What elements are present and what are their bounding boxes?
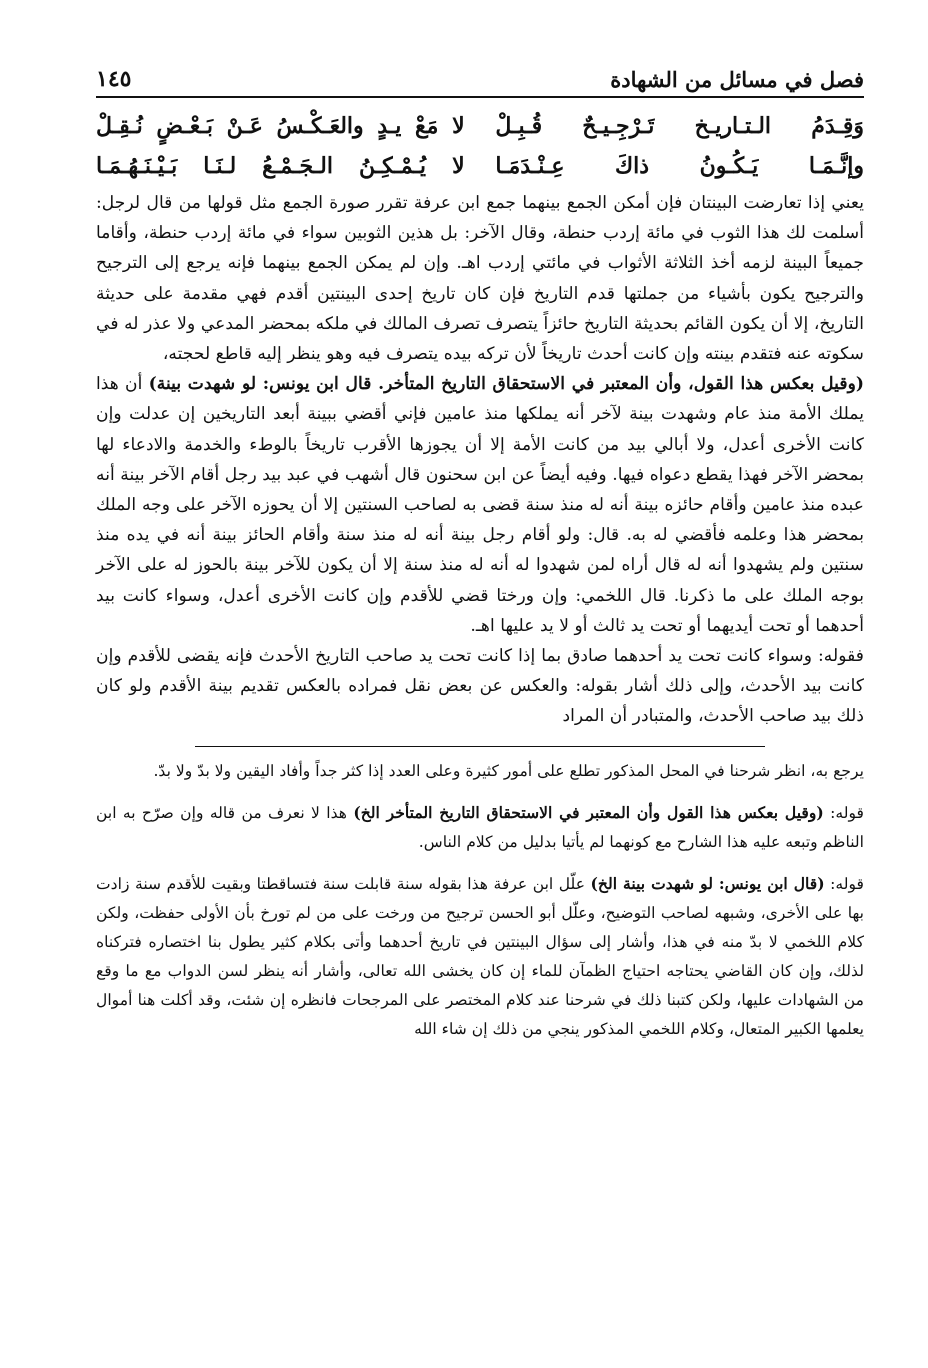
footnotes: [96, 757, 864, 1044]
verse-hemistich: لا مَعْ يـدٍ والعَـكْـسُ عَـنْ بَـعْـضٍ نُـقِـلْ: [96, 113, 465, 139]
verse-hemistich: لا يُـمْـكِـنُ الـجَـمْـعُ لـنَـا بَـيْـنَـهُـمَـا: [96, 153, 465, 179]
paragraph: فقوله: وسواء كانت تحت يد أحدهما صادق بما إذا كانت تحت يد صاحب التاريخ الأحدث فإنه يقضى للأقدم وإن كانت بيد الأحدث، وإلى ذلك أشار بقوله: والعكس عن بعض نقل فمراده بالعكس تقديم بينة الأقدم ولو كان ذلك بيد صاحب الأحدث، والمتبادر أن المراد: [96, 646, 864, 727]
verse-block: [96, 106, 864, 186]
footnote-quote: (وقيل بعكس هذا القول وأن المعتبر في الاستحقاق التاريخ المتأخر الخ): [353, 802, 824, 822]
footnote-divider: [195, 746, 765, 747]
paragraph-text: أن هذا يملك الأمة منذ عام وشهدت بينة لآخر أنه يملكها منذ عامين فإني أقضي ببينة أبعد التاريخين إن عدلت وإن كانت الأخرى أعدل، ولا أبالي بيد من كانت الأمة إلا أن يجوزها الأقرب تاريخاً بالوطء والخدمة والادعاء لها بمحضر الآخر فهذا يقطع دعواه فيها. وفيه أيضاً عن ابن سحنون قال أشهب في عبد بيد رجل أقام الآخر بينة أنه عبده منذ عامين وأقام حائزه بينة أنه له منذ سنة قضى به لصاحب السنتين إلا أن يحوزه الآخر على وجه الملك بمحضر هذا وعلمه فأقضي له به. قال: ولو أقام رجل بينة أنه له منذ سنة وأقام الحائز بينة أنه في يده منذ سنتين ولم يشهدوا أنه له قال أراه لمن شهدوا له أنه له منذ سنة إلا أن يكون للآخر بينة بالحوز له على الآخر بوجه الملك على ما ذكرنا. قال اللخمي: وإن ورختا قضي للأقدم وإن كانت الأخرى أعدل، وسواء كانت بيد أحدهما أو تحت أيديهما أو تحت يد ثالث أو لا يد عليها اهـ.: [96, 374, 864, 636]
footnote: [96, 798, 864, 857]
page-number: ١٤٥: [96, 66, 132, 92]
footnote-prefix: قوله:: [824, 874, 864, 893]
document-page: [96, 56, 864, 1056]
verse-hemistich: وإنَّـمَـا يَـكُـونُ ذاكَ عِـنْـدَمَـا: [495, 153, 864, 179]
footnote-text: علّل ابن عرفة هذا بقوله سنة قابلت سنة فتساقطتا وبقيت للأقدم سنة زادت بها على الأخرى، وشبهه لصاحب التوضيح، وعلّل أبو الحسن ترجيح من ورخت على من لم تورخ بأن الأولى حفظت، ولكن كلام اللخمي لا بدّ منه في هذا، وأشار إلى سؤال البينتين في تاريخ أحدهما وأتى بكلام كثير يطول بنا اختصاره فتركناه لذلك، وإن كان القاضي يحتاجه احتياج الظمآن للماء إن كان يخشى الله تعالى، وأشار أنه ينظر لسن الدواب مع ما وقع من الشهادات عليها، ولكن كتبنا ذلك في شرحنا عند كلام المختصر على المرجحات فانظره إن شئت، وقد أكلت هنا أموال يعلمها الكبير المتعال، وكلام اللخمي المذكور ينجي من ذلك إن شاء الله: [96, 874, 864, 1038]
paragraph: [96, 369, 864, 641]
footnote-prefix: قوله:: [823, 803, 864, 822]
chapter-title: فصل في مسائل من الشهادة: [610, 67, 864, 92]
commentary-text: [96, 188, 864, 732]
verse-hemistich: وَقِـدَمُ الـتـاريـخ تَـرْجِـيـحٌ قُـبِـلْ: [495, 113, 864, 139]
footnote: يرجع به، انظر شرحنا في المحل المذكور تطلع على أمور كثيرة وعلى العدد إذا كثر جداً وأفاد اليقين ولا بدّ ولا بدّ.: [153, 761, 864, 780]
paragraph: يعني إذا تعارضت البينتان فإن أمكن الجمع بينهما جمع ابن عرفة تقرر صورة الجمع مثل قولها من قال لرجل: أسلمت لك هذا الثوب في مائة إردب حنطة، وقال الآخر: بل هذين الثوبين سواء في مائة إردب حنطة، وأقاما جميعاً البينة لزمه أخذ الثلاثة الأثواب في مائتي إردب اهـ. وإن لم يمكن الجمع بينهما فإنه يرجع إلى الترجيح والترجيح يكون بأشياء من جملتها قدم التاريخ فإن كان تاريخ إحدى البينتين أقدم فهي مقدمة على حديثة التاريخ، إلا أن يكون القائم بحديثة التاريخ حائزاً يتصرف تصرف المالك في ملكه بمحضر المدعي ولا عذر له في سكوته عنه فتقدم بينته وإن كانت أحدث تاريخاً لأن تركه بيده يتصرف فيه وهو ينظر إليه قاطع لحجته،: [96, 193, 864, 365]
verse-line-2: [96, 146, 864, 186]
footnote: [96, 869, 864, 1044]
footnote-quote: (قال ابن يونس: لو شهدت بينة الخ): [590, 873, 825, 893]
verse-line-1: [96, 106, 864, 146]
quoted-matn: (وقيل بعكس هذا القول، وأن المعتبر في الاستحقاق التاريخ المتأخر. قال ابن يونس: لو شهدت بينة): [148, 374, 864, 395]
footnote-text: هذا لا نعرف من قاله وإن صرّح به ابن الناظم وتبعه عليه هذا الشارح مع كونهما لم يأتيا بدليل من كلام الناس.: [96, 803, 864, 851]
page-header: [96, 56, 864, 98]
